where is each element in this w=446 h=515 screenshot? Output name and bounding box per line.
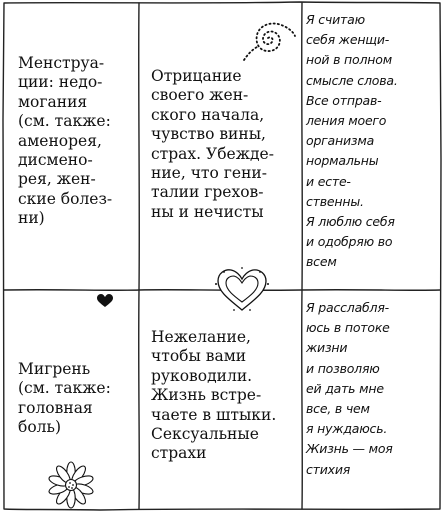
row-2-affirmation-cell [302, 290, 440, 510]
row-2-affirmation: Я расслабля- юсь в потоке жизни и позволяю ей дать мне все, в чем я нуждаюсь. Жизнь — моя стихия [306, 300, 393, 477]
row-2-condition: Мигрень (см. также: головная боль) [18, 360, 111, 437]
row-2-cause: Нежелание, чтобы вами руководили. Жизнь встре- чаете в штыки. Сексуальные страхи [151, 328, 277, 463]
row-1-condition: Менструа- ции: недо- могания (см. также: аменорея, дисмено- рея, жен- ские болез- ни) [18, 54, 113, 228]
row-1-condition-cell [3, 2, 139, 290]
row-1-affirmation: Я считаю себя женщи- ной в полном смысле слова. Все отправ- ления моего организма нормальны и есте- ственны. Я люблю себя и одобряю во всем [306, 12, 398, 270]
spiral-icon [238, 14, 298, 66]
row-1-cause: Отрицание своего жен- ского начала, чувство вины, страх. Убежде- ние, что гени- талии грехов- ны и нечисты [151, 67, 274, 221]
row-1-affirmation-cell [302, 2, 440, 290]
flower-icon [46, 460, 96, 510]
heart-filled-icon [97, 294, 113, 308]
heart-outline-icon [214, 266, 270, 314]
affirmation-table [3, 2, 440, 510]
row-2-cause-cell [139, 290, 302, 510]
